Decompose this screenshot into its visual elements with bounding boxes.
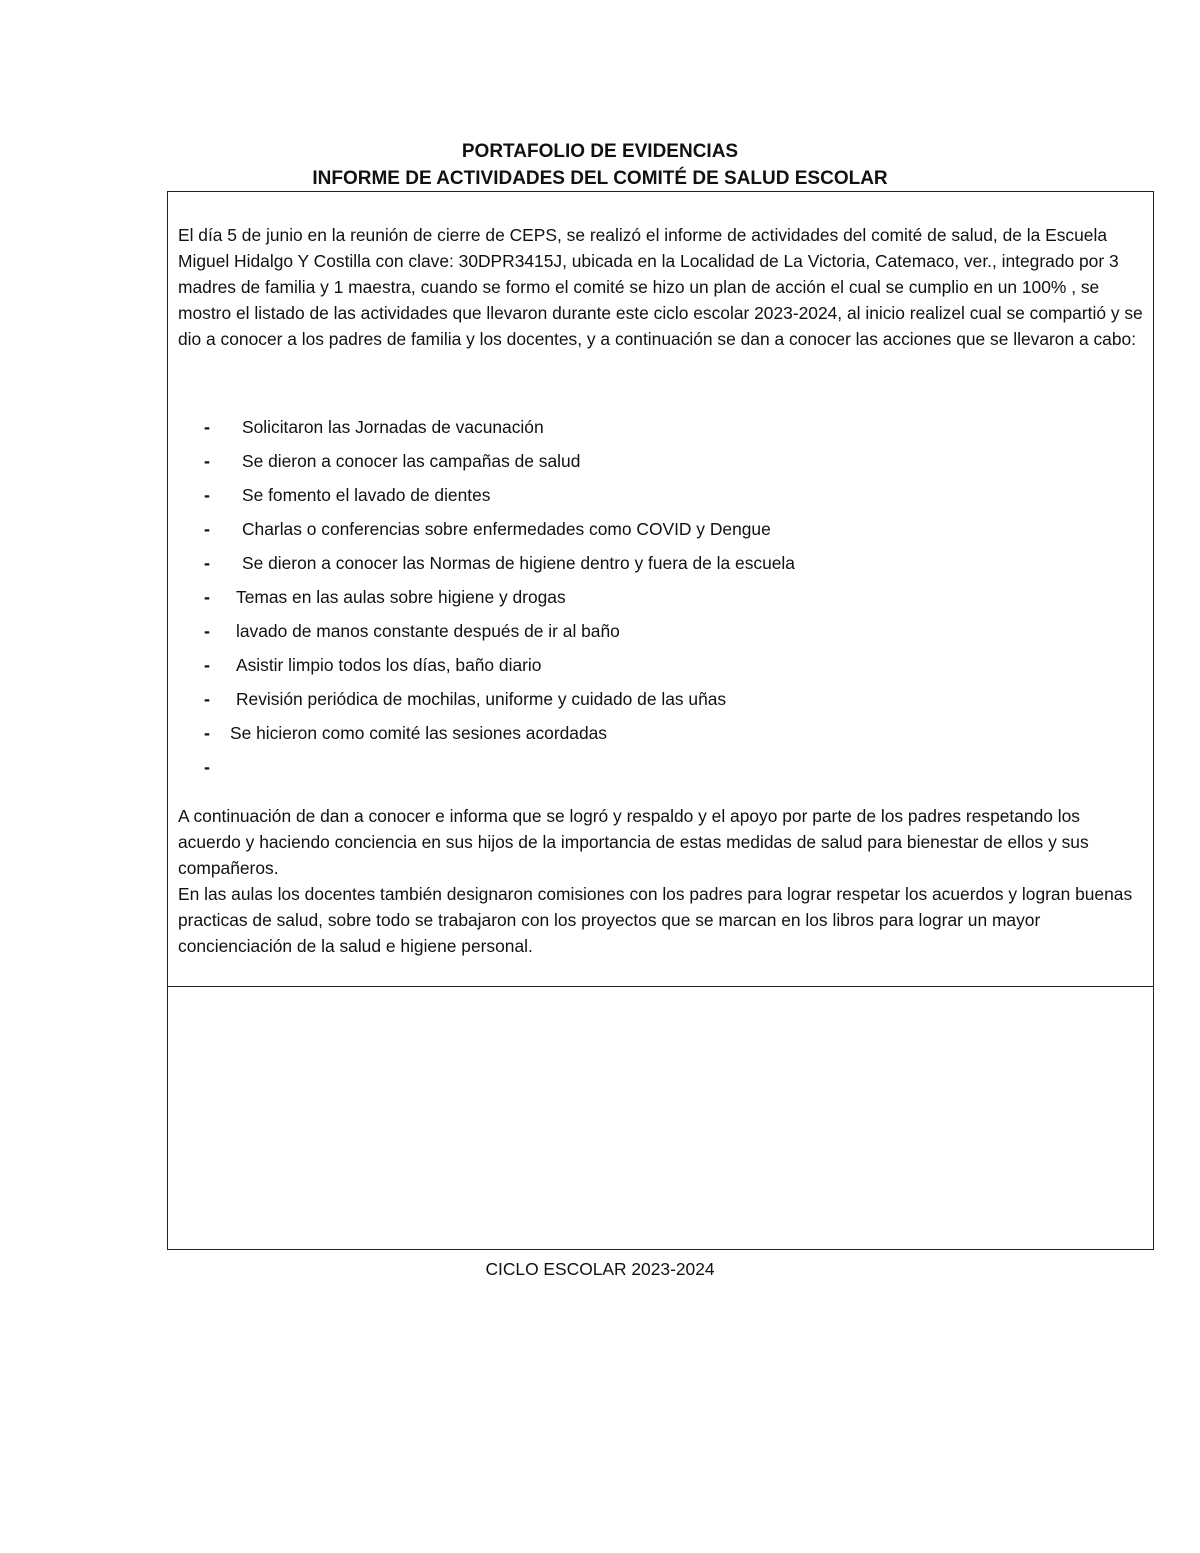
action-text: Se hicieron como comité las sesiones acordadas <box>230 723 607 743</box>
action-text: Se fomento el lavado de dientes <box>242 485 491 505</box>
report-table <box>167 191 1154 1250</box>
closing-paragraph-2: En las aulas los docentes también designaron comisiones con los padres para lograr respetar los acuerdos y logran buenas practicas de salud, sobre todo se trabajaron con los proyectos que se marcan en los libros para lograr un mayor concienciación de la salud e higiene personal. <box>178 884 1133 956</box>
bullet-dash: - <box>204 519 210 539</box>
list-item <box>168 546 1153 580</box>
bullet-dash: - <box>204 621 210 641</box>
list-item <box>168 750 1153 784</box>
action-text: Se dieron a conocer las Normas de higiene dentro y fuera de la escuela <box>242 553 795 573</box>
actions-list <box>168 410 1153 784</box>
list-item <box>168 512 1153 546</box>
list-item <box>168 682 1153 716</box>
action-text: Temas en las aulas sobre higiene y drogas <box>236 587 566 607</box>
school-cycle-footer: CICLO ESCOLAR 2023-2024 <box>485 1259 715 1279</box>
list-item <box>168 648 1153 682</box>
report-content-cell <box>168 192 1153 987</box>
list-item <box>168 410 1153 444</box>
document-subtitle: INFORME DE ACTIVIDADES DEL COMITÉ DE SALUD ESCOLAR <box>312 168 888 189</box>
action-text: Se dieron a conocer las campañas de salud <box>242 451 581 471</box>
empty-evidence-cell <box>168 987 1153 1249</box>
bullet-dash: - <box>204 757 210 777</box>
list-item <box>168 444 1153 478</box>
bullet-dash: - <box>204 655 210 675</box>
list-item <box>168 716 1153 750</box>
list-item <box>168 580 1153 614</box>
intro-paragraph: El día 5 de junio en la reunión de cierre de CEPS, se realizó el informe de actividades del comité de salud, de la Escuela Miguel Hidalgo Y Costilla con clave: 30DPR3415J, ubicada en la Localidad de La Victoria, Catemaco, ver., integrado por 3 madres de familia y 1 maestra, cuando se formo el comité se hizo un plan de acción el cual se cumplio en un 100% , se mostro el listado de las actividades que llevaron durante este ciclo escolar 2023-2024, al inicio realizel cual se compartió y se dio a conocer a los padres de familia y los docentes, y a continuación se dan a conocer las acciones que se llevaron a cabo: <box>178 225 1143 349</box>
closing-paragraph-1: A continuación de dan a conocer e informa que se logró y respaldo y el apoyo por parte de los padres respetando los acuerdo y haciendo conciencia en sus hijos de la importancia de estas medidas de salud para bienestar de ellos y sus compañeros. <box>178 806 1089 878</box>
bullet-dash: - <box>204 553 210 573</box>
action-text: Asistir limpio todos los días, baño diario <box>236 655 542 675</box>
bullet-dash: - <box>204 587 210 607</box>
bullet-dash: - <box>204 689 210 709</box>
action-text: Charlas o conferencias sobre enfermedades como COVID y Dengue <box>242 519 771 539</box>
list-item <box>168 478 1153 512</box>
action-text: lavado de manos constante después de ir al baño <box>236 621 620 641</box>
action-text: Solicitaron las Jornadas de vacunación <box>242 417 544 437</box>
list-item <box>168 614 1153 648</box>
bullet-dash: - <box>204 451 210 471</box>
document-title: PORTAFOLIO DE EVIDENCIAS <box>461 141 739 162</box>
bullet-dash: - <box>204 485 210 505</box>
action-text: Revisión periódica de mochilas, uniforme y cuidado de las uñas <box>236 689 727 709</box>
bullet-dash: - <box>204 417 210 437</box>
bullet-dash: - <box>204 723 210 743</box>
